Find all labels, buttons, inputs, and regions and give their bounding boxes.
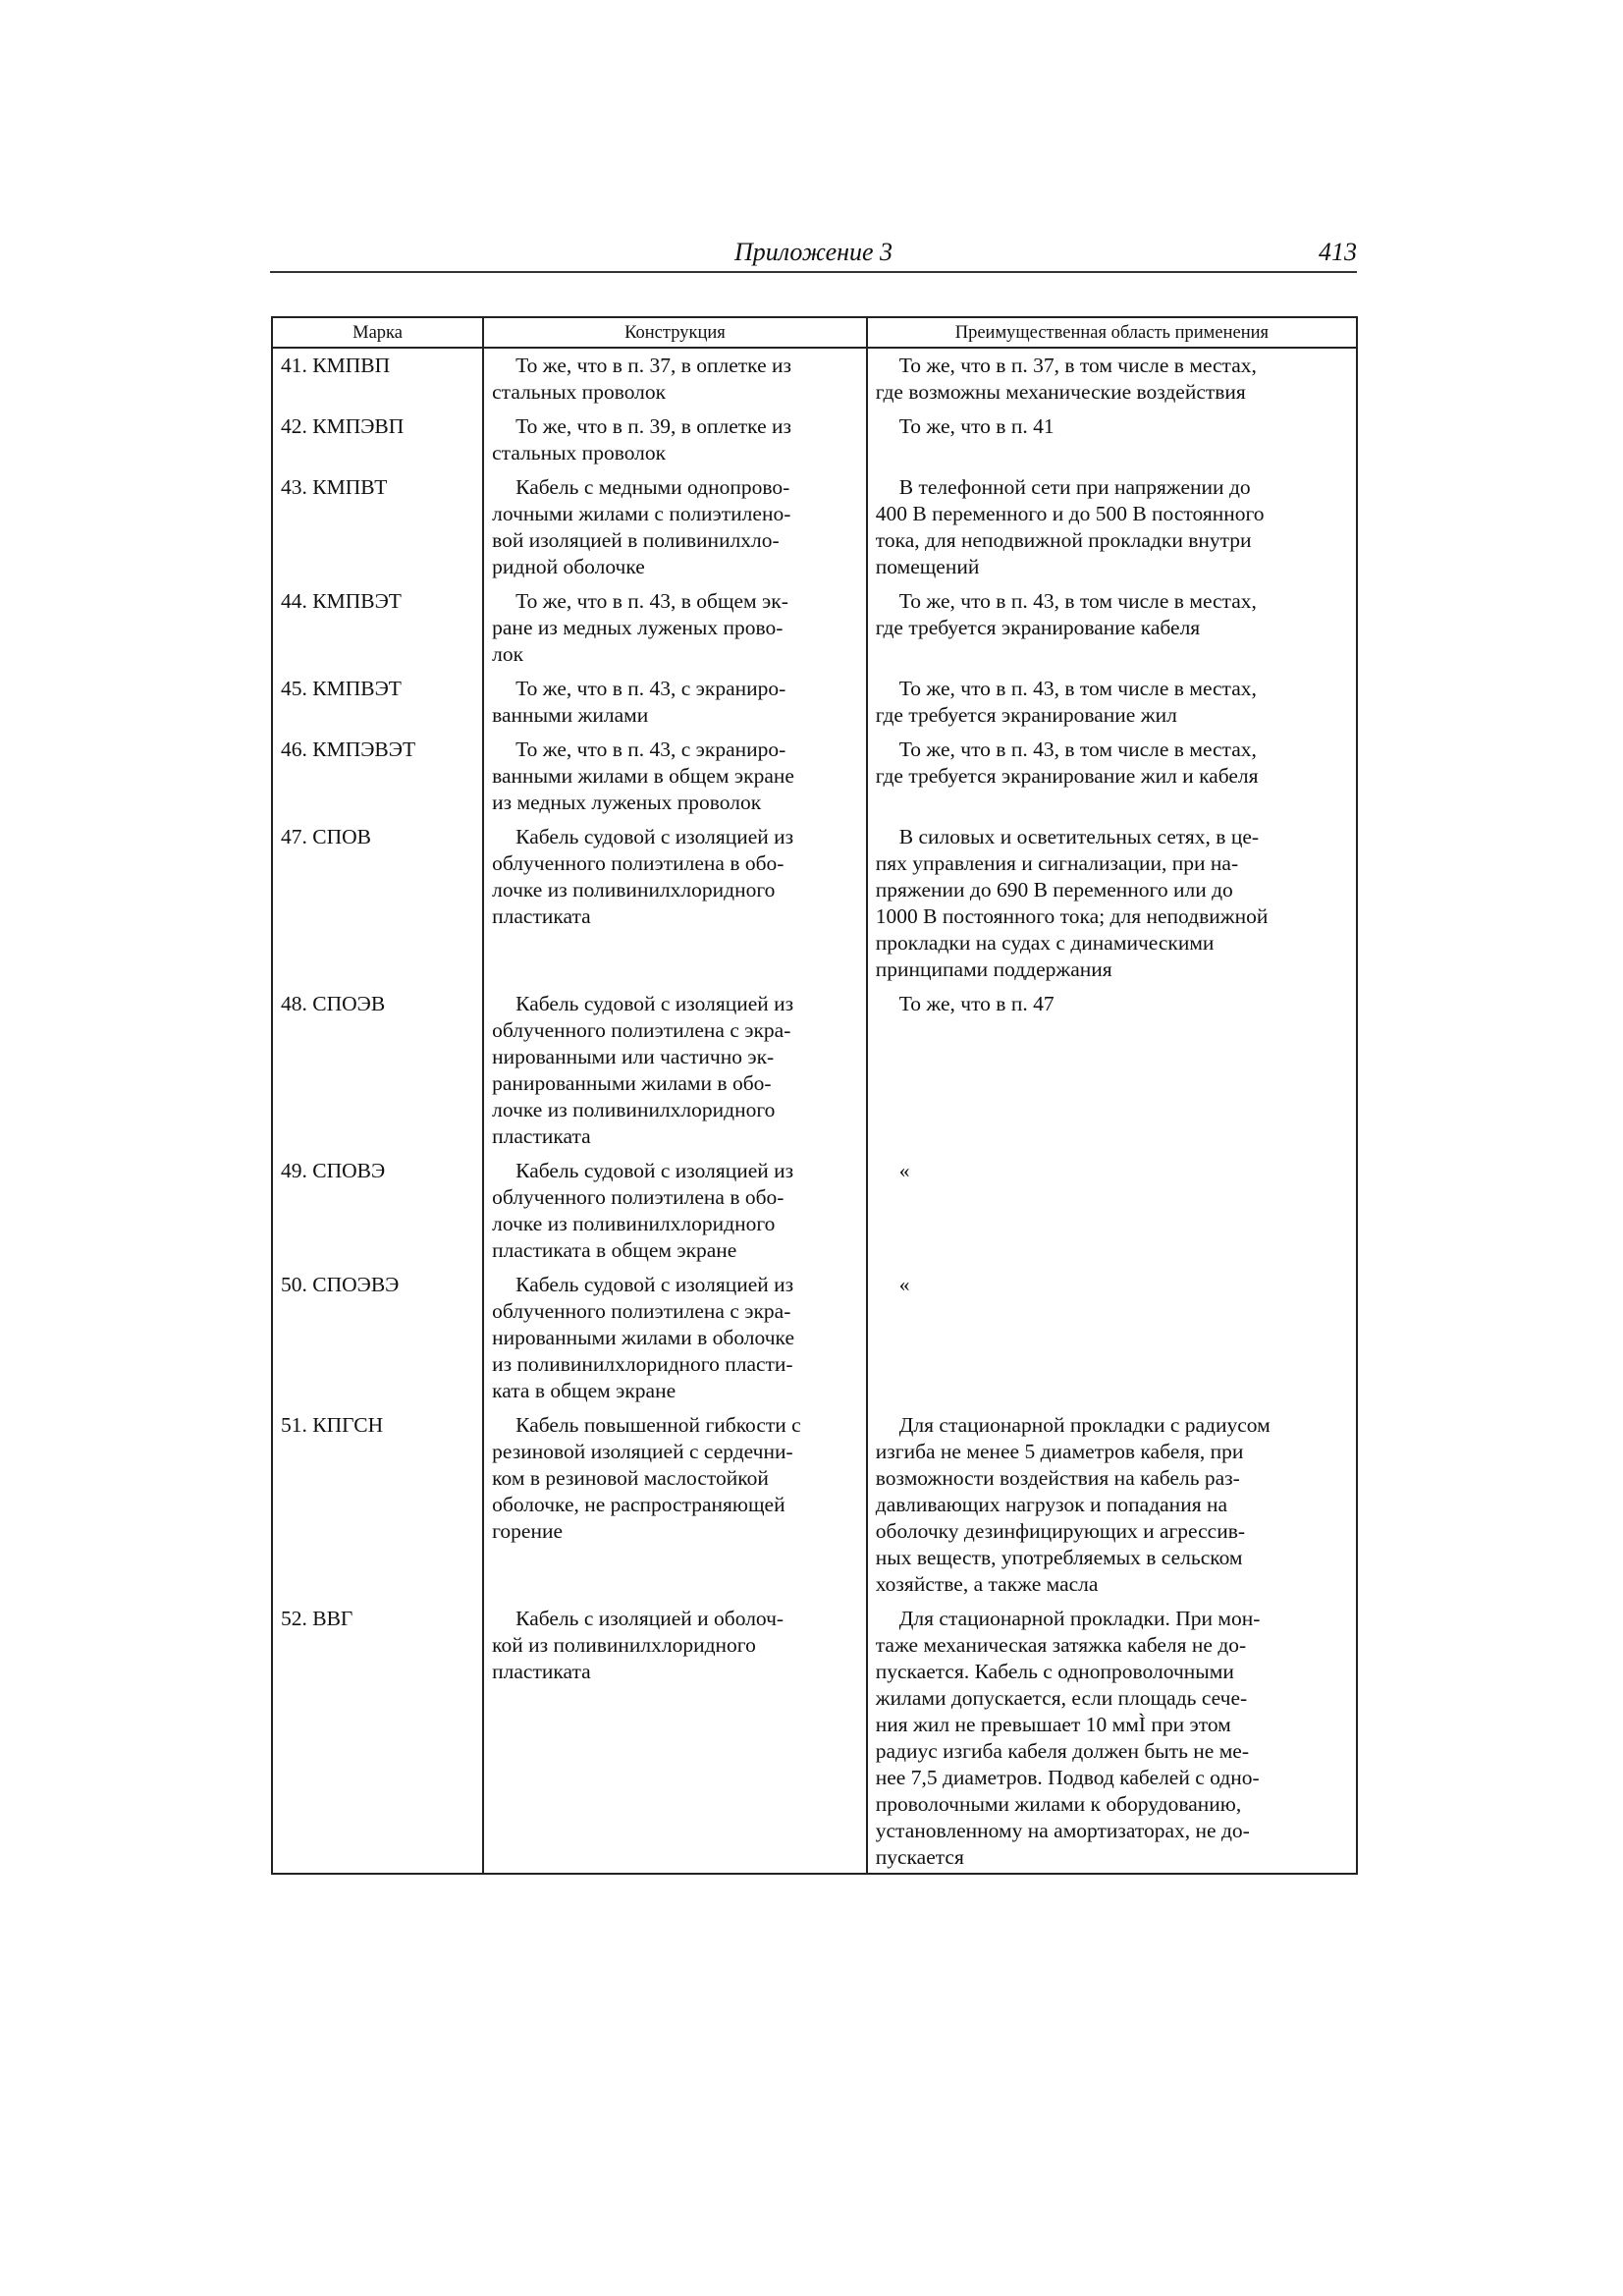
cell-application xyxy=(867,1412,1357,1606)
table-row xyxy=(272,588,1357,676)
construction-line: облученного полиэтилена с экра- xyxy=(492,1018,791,1042)
construction-line: из медных луженых проволок xyxy=(492,791,762,814)
cell-construction xyxy=(483,1272,867,1412)
cell-construction xyxy=(483,348,867,413)
application-line: нее 7,5 диаметров. Подвод кабелей с одно- xyxy=(875,1766,1260,1789)
application-line: То же, что в п. 37, в том числе в местах, xyxy=(898,354,1257,377)
cell-mark xyxy=(272,474,483,588)
table-row xyxy=(272,348,1357,413)
application-line: где требуется экранирование жил и кабеля xyxy=(875,764,1259,788)
application-line: ния жил не превышает 10 ммÌ при этом xyxy=(875,1713,1231,1736)
mark-text: 48. СПОЭВ xyxy=(281,992,386,1015)
construction-line: То же, что в п. 37, в оплетке из xyxy=(515,354,792,377)
mark-text: 43. КМПВТ xyxy=(281,475,388,499)
construction-line: Кабель судовой с изоляцией из xyxy=(515,825,794,848)
construction-line: ванными жилами xyxy=(492,703,649,727)
cable-table xyxy=(271,316,1358,1875)
construction-line: пластиката xyxy=(492,904,591,928)
application-line: радиус изгиба кабеля должен быть не ме- xyxy=(875,1739,1250,1763)
section-title: Приложение 3 xyxy=(733,238,893,266)
construction-line: лочными жилами с полиэтилено- xyxy=(492,502,791,525)
construction-line: нированными или частично эк- xyxy=(492,1045,775,1068)
cell-application xyxy=(867,737,1357,824)
application-line: оболочку дезинфицирующих и агрессив- xyxy=(875,1519,1246,1543)
construction-line: пластиката в общем экране xyxy=(492,1238,737,1262)
application-line: « xyxy=(898,1159,910,1182)
cell-construction xyxy=(483,588,867,676)
table-row xyxy=(272,737,1357,824)
application-line: То же, что в п. 41 xyxy=(898,414,1055,438)
application-line: где возможны механические воздействия xyxy=(875,380,1246,404)
application-line: Для стационарной прокладки. При мон- xyxy=(898,1607,1261,1630)
mark-text: 47. СПОВ xyxy=(281,825,371,848)
application-line: ных веществ, употребляемых в сельском xyxy=(875,1546,1243,1569)
construction-line: Кабель судовой с изоляцией из xyxy=(515,1273,794,1296)
table-row xyxy=(272,1412,1357,1606)
cell-mark xyxy=(272,676,483,737)
cell-mark xyxy=(272,737,483,824)
application-line: хозяйстве, а также масла xyxy=(875,1572,1099,1596)
cell-construction xyxy=(483,991,867,1158)
application-line: установленному на амортизаторах, не до- xyxy=(875,1819,1250,1842)
application-line: пях управления и сигнализации, при на- xyxy=(875,851,1239,875)
construction-line: ране из медных луженых прово- xyxy=(492,616,784,639)
table-row xyxy=(272,1158,1357,1272)
cell-mark xyxy=(272,1606,483,1874)
cell-application xyxy=(867,676,1357,737)
construction-line: ката в общем экране xyxy=(492,1379,676,1402)
construction-line: стальных проволок xyxy=(492,441,667,465)
application-line: пускается. Кабель с однопроволочными xyxy=(875,1660,1234,1683)
cell-application xyxy=(867,474,1357,588)
cell-mark xyxy=(272,588,483,676)
application-line: жилами допускается, если площадь сече- xyxy=(875,1686,1248,1710)
table-header-row xyxy=(272,317,1357,348)
construction-line: То же, что в п. 43, с экраниро- xyxy=(515,677,786,700)
column-header-mark: Марка xyxy=(272,317,483,348)
application-line: В телефонной сети при напряжении до xyxy=(898,475,1251,499)
application-line: изгиба не менее 5 диаметров кабеля, при xyxy=(875,1440,1244,1463)
cell-mark xyxy=(272,348,483,413)
application-line: В силовых и осветительных сетях, в це- xyxy=(898,825,1260,848)
cell-application xyxy=(867,991,1357,1158)
cell-application xyxy=(867,348,1357,413)
cell-mark xyxy=(272,1272,483,1412)
construction-line: из поливинилхлоридного пласти- xyxy=(492,1352,793,1376)
cell-application xyxy=(867,1272,1357,1412)
mark-text: 49. СПОВЭ xyxy=(281,1159,386,1182)
mark-text: 52. ВВГ xyxy=(281,1607,353,1630)
construction-line: То же, что в п. 43, с экраниро- xyxy=(515,738,786,761)
mark-text: 50. СПОЭВЭ xyxy=(281,1273,400,1296)
construction-line: лочке из поливинилхлоридного xyxy=(492,1098,776,1121)
construction-line: горение xyxy=(492,1519,564,1543)
application-line: где требуется экранирование жил xyxy=(875,703,1177,727)
application-line: 1000 В постоянного тока; для неподвижной xyxy=(875,904,1269,928)
construction-line: облученного полиэтилена в обо- xyxy=(492,851,784,875)
construction-line: лочке из поливинилхлоридного xyxy=(492,878,776,902)
construction-line: ванными жилами в общем экране xyxy=(492,764,794,788)
table-row xyxy=(272,474,1357,588)
construction-line: ком в резиновой маслостойкой xyxy=(492,1466,769,1490)
table-row xyxy=(272,1272,1357,1412)
construction-line: облученного полиэтилена в обо- xyxy=(492,1185,784,1209)
construction-line: кой из поливинилхлоридного xyxy=(492,1633,756,1657)
construction-line: То же, что в п. 39, в оплетке из xyxy=(515,414,792,438)
cell-application xyxy=(867,588,1357,676)
cell-mark xyxy=(272,991,483,1158)
construction-line: ранированными жилами в обо- xyxy=(492,1071,772,1095)
cell-construction xyxy=(483,824,867,991)
application-line: давливающих нагрузок и попадания на xyxy=(875,1493,1228,1516)
application-line: 400 В переменного и до 500 В постоянного xyxy=(875,502,1265,525)
construction-line: нированными жилами в оболочке xyxy=(492,1326,794,1349)
cell-application xyxy=(867,1158,1357,1272)
construction-line: облученного полиэтилена с экра- xyxy=(492,1299,791,1323)
mark-text: 51. КПГСН xyxy=(281,1413,384,1437)
application-line: тока, для неподвижной прокладки внутри xyxy=(875,528,1252,552)
cell-mark xyxy=(272,1412,483,1606)
construction-line: резиновой изоляцией с сердечни- xyxy=(492,1440,793,1463)
table-row xyxy=(272,676,1357,737)
application-line: То же, что в п. 47 xyxy=(898,992,1055,1015)
application-line: То же, что в п. 43, в том числе в местах, xyxy=(898,677,1257,700)
construction-line: лочке из поливинилхлоридного xyxy=(492,1212,776,1235)
construction-line: Кабель с медными однопрово- xyxy=(515,475,790,499)
application-line: Для стационарной прокладки с радиусом xyxy=(898,1413,1271,1437)
application-line: То же, что в п. 43, в том числе в местах, xyxy=(898,589,1257,613)
construction-line: пластиката xyxy=(492,1660,591,1683)
cell-construction xyxy=(483,737,867,824)
mark-text: 41. КМПВП xyxy=(281,354,391,377)
mark-text: 44. КМПВЭТ xyxy=(281,589,402,613)
construction-line: стальных проволок xyxy=(492,380,667,404)
construction-line: Кабель судовой с изоляцией из xyxy=(515,992,794,1015)
construction-line: Кабель судовой с изоляцией из xyxy=(515,1159,794,1182)
application-line: « xyxy=(898,1273,910,1296)
cell-mark xyxy=(272,1158,483,1272)
construction-line: вой изоляцией в поливинилхло- xyxy=(492,528,780,552)
table-row xyxy=(272,824,1357,991)
cell-mark xyxy=(272,413,483,474)
column-header-construction: Конструкция xyxy=(483,317,867,348)
cell-mark xyxy=(272,824,483,991)
cell-construction xyxy=(483,1606,867,1874)
page-number: 413 xyxy=(1319,238,1357,266)
cell-application xyxy=(867,824,1357,991)
cell-construction xyxy=(483,1158,867,1272)
cell-construction xyxy=(483,1412,867,1606)
construction-line: оболочке, не распространяющей xyxy=(492,1493,785,1516)
cell-construction xyxy=(483,676,867,737)
table-row xyxy=(272,1606,1357,1874)
mark-text: 45. КМПВЭТ xyxy=(281,677,402,700)
cell-application xyxy=(867,1606,1357,1874)
application-line: прокладки на судах с динамическими xyxy=(875,931,1215,955)
construction-line: То же, что в п. 43, в общем эк- xyxy=(515,589,788,613)
construction-line: ридной оболочке xyxy=(492,555,645,578)
application-line: принципами поддержания xyxy=(875,957,1112,981)
construction-line: пластиката xyxy=(492,1124,591,1148)
cell-application xyxy=(867,413,1357,474)
application-line: помещений xyxy=(875,555,980,578)
construction-line: Кабель повышенной гибкости с xyxy=(515,1413,801,1437)
application-line: где требуется экранирование кабеля xyxy=(875,616,1201,639)
construction-line: лок xyxy=(492,642,524,666)
application-line: То же, что в п. 43, в том числе в местах, xyxy=(898,738,1257,761)
column-header-application: Преимущественная область применения xyxy=(867,317,1357,348)
running-head xyxy=(270,236,1357,273)
construction-line: Кабель с изоляцией и оболоч- xyxy=(515,1607,784,1630)
application-line: пускается xyxy=(875,1845,964,1869)
mark-text: 46. КМПЭВЭТ xyxy=(281,738,416,761)
table-row xyxy=(272,413,1357,474)
cell-construction xyxy=(483,413,867,474)
application-line: возможности воздействия на кабель раз- xyxy=(875,1466,1240,1490)
table-row xyxy=(272,991,1357,1158)
application-line: пряжении до 690 В переменного или до xyxy=(875,878,1233,902)
mark-text: 42. КМПЭВП xyxy=(281,414,405,438)
application-line: таже механическая затяжка кабеля не до- xyxy=(875,1633,1247,1657)
cell-construction xyxy=(483,474,867,588)
application-line: проволочными жилами к оборудованию, xyxy=(875,1792,1242,1816)
